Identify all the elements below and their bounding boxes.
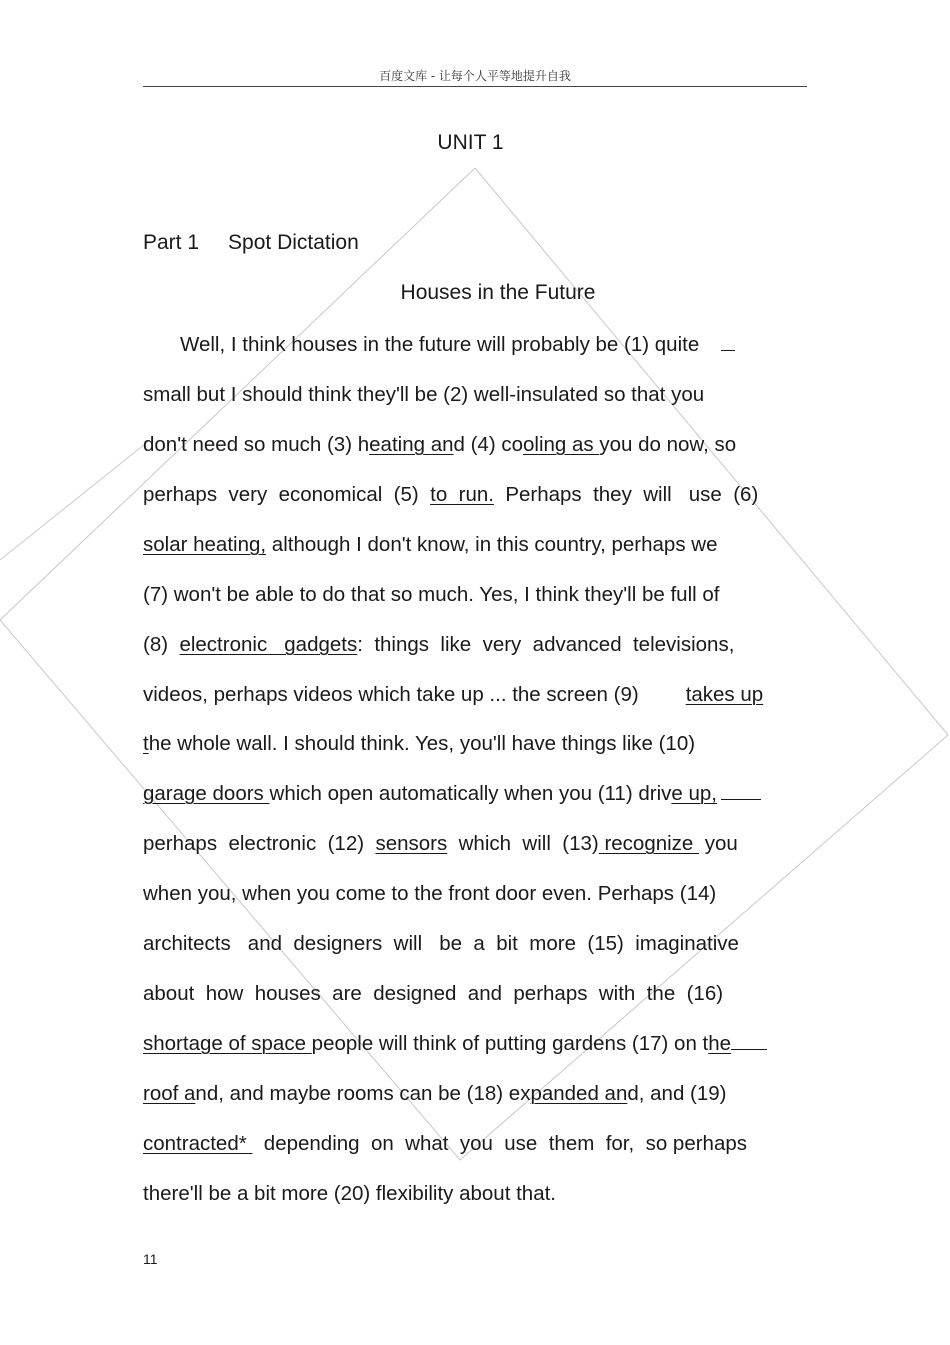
part-label: Part 1 (143, 231, 200, 254)
page-number: 11 (143, 1251, 158, 1267)
answer-blank (721, 781, 761, 800)
unit-title: UNIT 1 (437, 131, 504, 154)
line-text: he whole wall. I should think. Yes, you'll have things like (10) (148, 732, 696, 755)
passage-line (143, 631, 806, 659)
line-text: there'll be a bit more (20) flexibility about that. (143, 1182, 556, 1205)
line-text: which open automatically when you (11) driv (269, 782, 672, 805)
passage-line (143, 730, 806, 758)
passage-line (143, 381, 806, 409)
answer-underline: contracted* (143, 1132, 253, 1155)
answer-underline: to run. (430, 483, 494, 506)
line-text: when you, when you come to the front door even. Perhaps (14) (143, 882, 717, 905)
answer-underline: panded an (530, 1082, 628, 1105)
passage-line (143, 1080, 806, 1108)
line-text: which will (13) (447, 832, 599, 855)
passage-line (143, 780, 806, 808)
line-text: Perhaps they will use (6) (493, 483, 759, 506)
line-text: (7) won't be able to do that so much. Yes, I think they'll be full of (143, 583, 720, 606)
line-text: although I don't know, in this country, perhaps we (266, 533, 718, 556)
line-text: about how houses are designed and perhaps with the (16) (143, 982, 724, 1005)
answer-underline: garage doors (143, 782, 270, 805)
line-text: you (699, 832, 738, 855)
passage-line (143, 930, 806, 958)
answer-underline: e up, (671, 782, 717, 805)
passage-line (143, 1130, 806, 1158)
line-text: depending on what you use them for, so perhaps (252, 1132, 747, 1155)
line-text: people will think of putting gardens (17) on t (311, 1032, 709, 1055)
line-text: don't need so much (3) h (143, 433, 370, 456)
answer-blank (731, 1031, 767, 1050)
passage-line (143, 880, 806, 908)
part-name: Spot Dictation (228, 231, 359, 254)
answer-underline: solar heating, (143, 533, 267, 556)
line-text: you do now, so (599, 433, 737, 456)
line-text: architects and designers will be a bit more (15) imaginative (143, 932, 739, 955)
passage-line (143, 431, 806, 459)
answer-underline: takes up (685, 683, 764, 706)
line-text: videos, perhaps videos which take up ... the screen (9) (143, 683, 639, 706)
answer-underline: roof a (143, 1082, 196, 1105)
line-text: d (4) co (453, 433, 523, 456)
answer-underline: t (143, 732, 149, 755)
page-header: 百度文库 - 让每个人平等地提升自我 (379, 69, 571, 83)
passage-line (143, 481, 806, 509)
line-text: perhaps electronic (12) (143, 832, 376, 855)
line-text: perhaps very economical (5) (143, 483, 431, 506)
passage-line (143, 531, 806, 559)
answer-underline: electronic gadgets (179, 633, 358, 656)
line-text: (8) (143, 633, 180, 656)
answer-underline: eating an (369, 433, 454, 456)
answer-underline: recognize (598, 832, 700, 855)
passage-line (143, 681, 806, 709)
passage-line (180, 331, 780, 359)
answer-underline: he (708, 1032, 732, 1055)
header-rule (143, 86, 807, 87)
line-text: nd, and maybe rooms can be (18) ex (195, 1082, 531, 1105)
line-text: d, and (19) (627, 1082, 727, 1105)
part-heading (143, 231, 359, 255)
line-text: small but I should think they'll be (2) well-insulated so that you (143, 383, 705, 406)
answer-blank (721, 332, 735, 351)
passage-title: Houses in the Future (400, 281, 596, 304)
answer-underline: sensors (375, 832, 448, 855)
answer-underline: shortage of space (143, 1032, 312, 1055)
passage-line (143, 1180, 806, 1208)
line-text: Well, I think houses in the future will probably be (1) quite (180, 333, 700, 356)
passage-line (143, 581, 806, 609)
passage-line (143, 980, 806, 1008)
passage-line (143, 1030, 806, 1058)
line-text: : things like very advanced televisions, (357, 633, 735, 656)
answer-underline: oling as (523, 433, 600, 456)
passage-line (143, 830, 806, 858)
